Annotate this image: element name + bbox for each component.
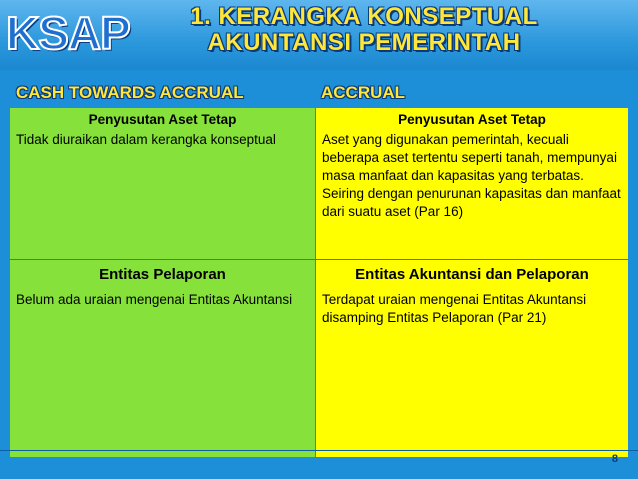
left-cell-row-1 [10,112,315,149]
ksap-logo: KSAP [6,7,130,59]
cell-title: Entitas Akuntansi dan Pelaporan [355,266,589,283]
slide-title [90,4,638,56]
row-divider [10,259,628,260]
right-cell-row-1 [316,112,628,221]
title-line-2: AKUNTANSI PEMERINTAH [207,29,521,56]
left-cell-row-2 [10,266,315,309]
right-cell-row-2 [316,266,628,327]
cell-body: Belum ada uraian mengenai Entitas Akuntansi [16,292,293,307]
cell-title: Penyusutan Aset Tetap [398,112,546,127]
left-panel [10,108,315,457]
cell-body: Terdapat uraian mengenai Entitas Akuntansi disamping Entitas Pelaporan (Par 21) [322,292,587,325]
cell-body: Aset yang digunakan pemerintah, kecuali beberapa aset tertentu seperti tanah, mempunyai masa manfaat dan kapasitas yang terbatas. Seiring dengan penurunan kapasitas dan manfaat dari suatu aset (Par 16) [322,132,621,219]
cell-title: Entitas Pelaporan [99,266,226,283]
footer-line [0,450,638,451]
cell-body: Tidak diuraikan dalam kerangka konseptual [16,132,276,147]
cell-title: Penyusutan Aset Tetap [88,112,237,127]
right-panel [316,108,628,457]
page-number: 8 [611,453,618,465]
title-line-1: 1. KERANGKA KONSEPTUAL [190,3,538,30]
column-header-cash-towards-accrual: CASH TOWARDS ACCRUAL [16,83,244,102]
column-header-accrual: ACCRUAL [321,83,406,102]
